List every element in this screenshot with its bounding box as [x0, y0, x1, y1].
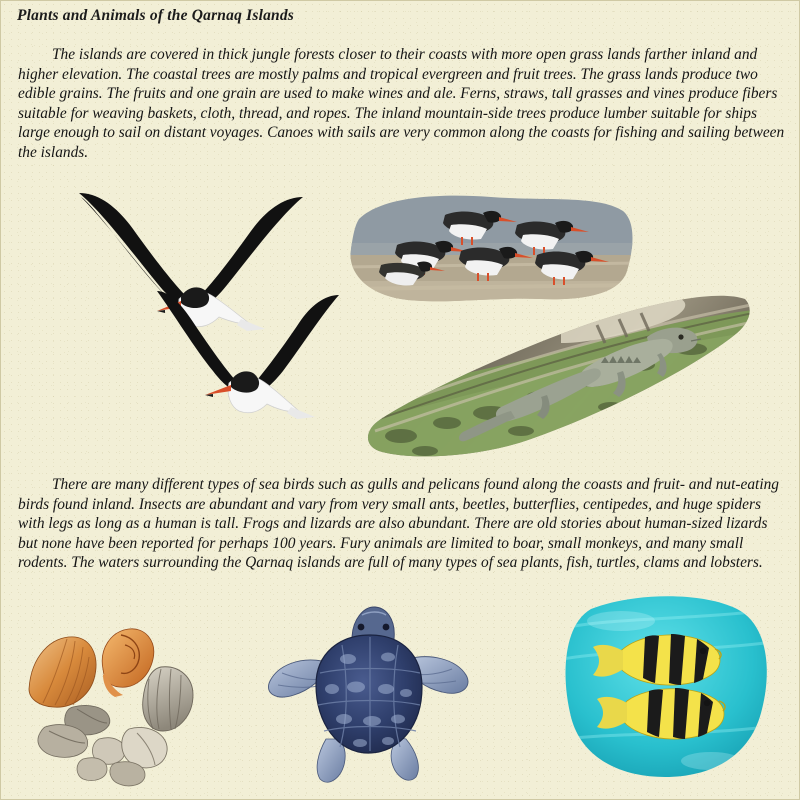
shell-clam-grey: [143, 667, 193, 731]
skimmer-bird-lower: [157, 291, 339, 419]
shell-scallop-orange: [29, 637, 96, 707]
shell-pebble-3: [77, 758, 107, 781]
turtle-carapace: [316, 635, 422, 753]
page-title: Plants and Animals of the Qarnaq Islands: [17, 7, 295, 24]
paragraph-plants: The islands are covered in thick jungle forests closer to their coasts with more open grass lands farther inland and higher elevation. The coastal trees are mostly palms and tropical evergreen and fruit trees. The grass lands produce two edible grains. The fruits and one grain are used to make wines and ale. Ferns, straws, tall grasses and vines produce fibers suitable for weaving baskets, cloth, thread, and ropes. The inland mountain-side trees produce lumber suitable for ships large enough to sail on distant voyages. Canoes with sails are very common along the coasts for fishing and sailing between the islands.: [18, 46, 785, 161]
figure-skimmers-in-flight: [61, 171, 361, 451]
figure-striped-fish: [561, 591, 776, 786]
driftwood-log: [361, 281, 761, 466]
shell-pebble-4: [110, 762, 145, 786]
figure-seashells: [21, 611, 211, 786]
figure-iguana-on-log: [361, 281, 761, 461]
figure-sea-turtle: [256, 601, 486, 791]
skimmer-bird-upper: [79, 193, 303, 331]
water-background: [551, 591, 781, 787]
paragraph-animals: There are many different types of sea birds such as gulls and pelicans found along the coasts and fruit- and nut-eating birds found inland. Insects are abundant and vary from very small ants, beetles, butterflies, centipedes, and huge spiders with legs as long as a human is tall. Frogs and lizards are also abundant. There are old stories about human-sized lizards but none have been reported for perhaps 100 years. Fury animals are limited to boar, small monkeys, and many small rodents. The waters surrounding the Qarnaq islands are full of many types of sea plants, fish, turtles, clams and lobsters.: [18, 476, 779, 572]
